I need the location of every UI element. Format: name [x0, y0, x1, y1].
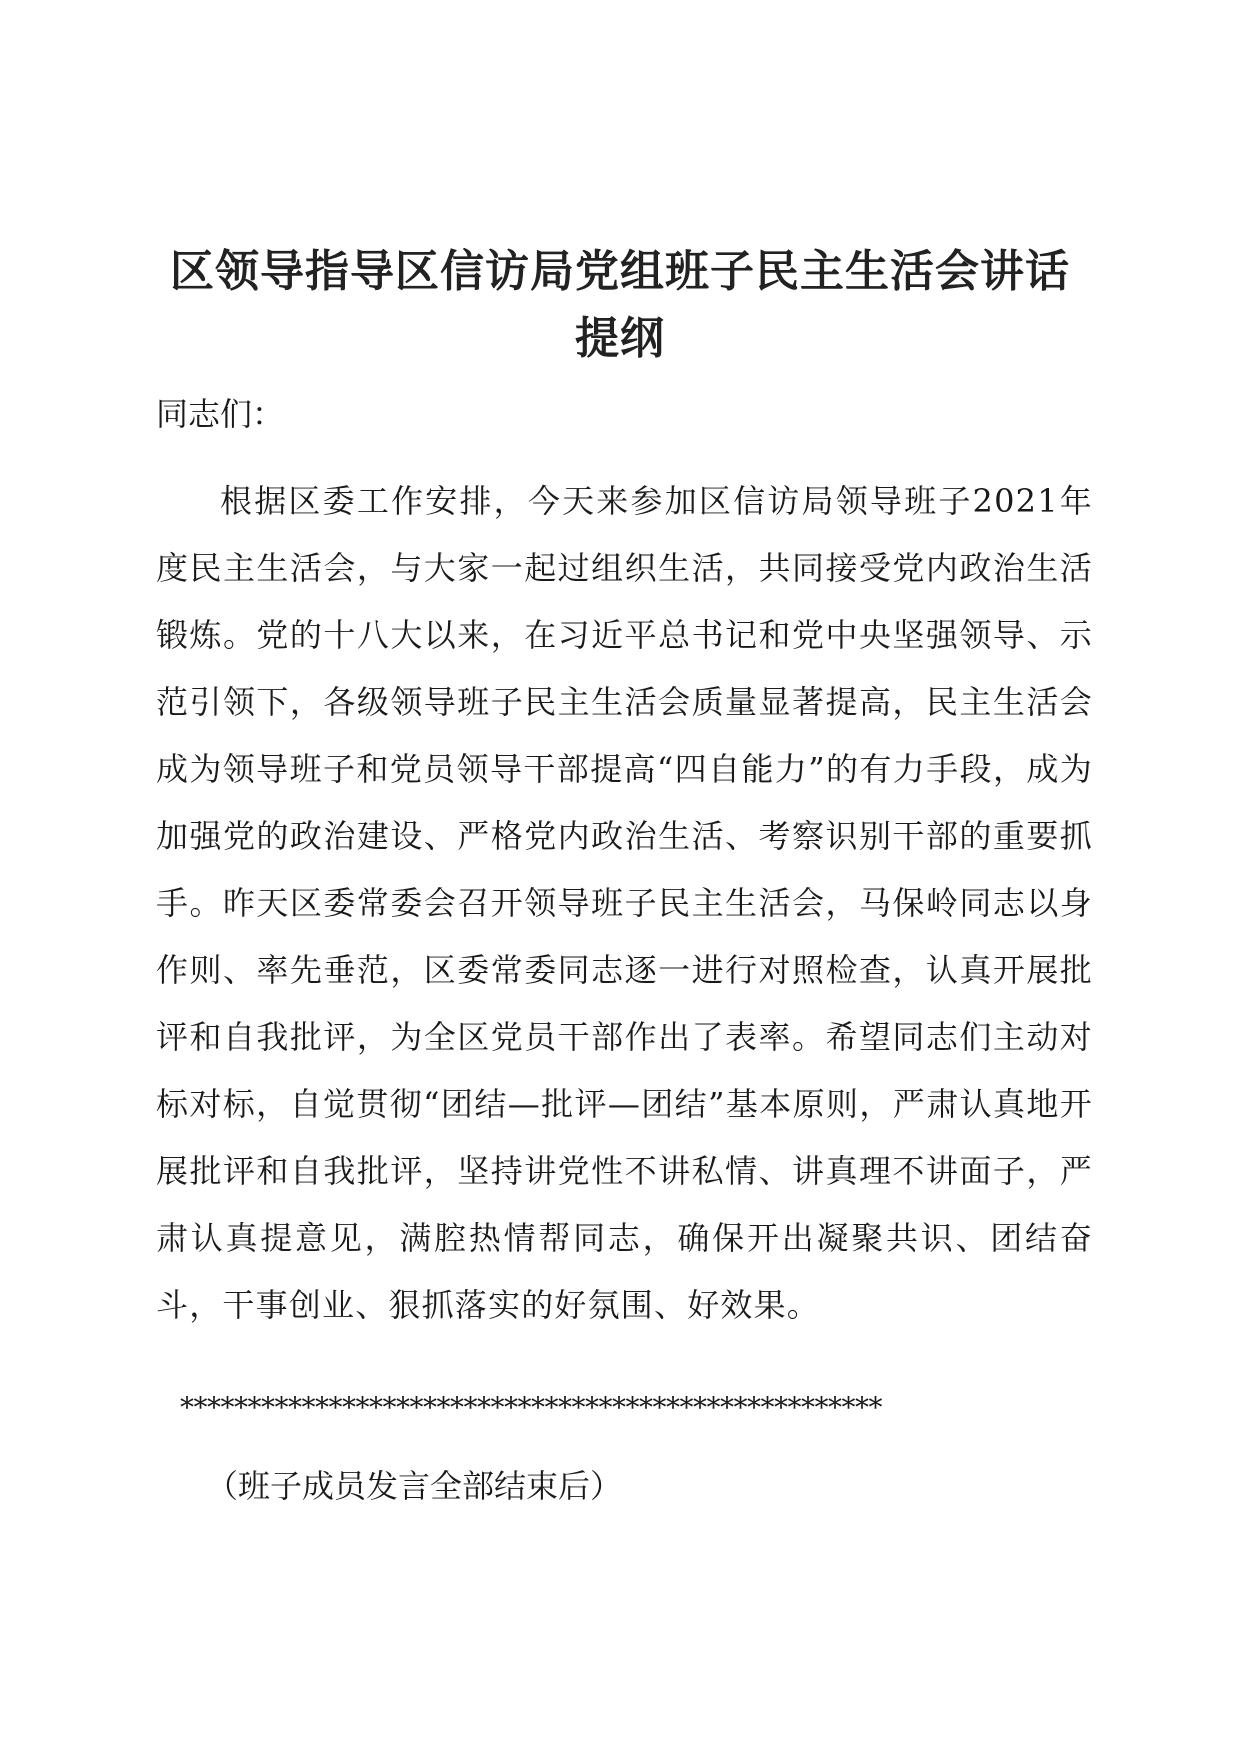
body-paragraph: 根据区委工作安排，今天来参加区信访局领导班子2021年度民主生活会，与大家一起过组织生活，共同接受党内政治生活锻炼。党的十八大以来，在习近平总书记和党中央坚强领导、示范引领下，各级领导班子民主生活会质量显著提高，民主生活会成为领导班子和党员领导干部提高“四自能力”的有力手段，成为加强党的政治建设、严格党内政治生活、考察识别干部的重要抓手。昨天区委常委会召开领导班子民主生活会，马保岭同志以身作则、率先垂范，区委常委同志逐一进行对照检查，认真开展批评和自我批评，为全区党员干部作出了表率。希望同志们主动对标对标，自觉贯彻“团结—批评—团结”基本原则，严肃认真地开展批评和自我批评，坚持讲党性不讲私情、讲真理不讲面子，严肃认真提意见，满腔热情帮同志，确保开出凝聚共识、团结奋斗，干事创业、狠抓落实的好氛围、好效果。	[156, 482, 1093, 1324]
section-separator: ****************************************************	[180, 1391, 882, 1424]
salutation: 同志们：	[156, 395, 285, 433]
stage-note: （班子成员发言全部结束后）	[206, 1467, 623, 1505]
document-title: 区领导指导区信访局党组班子民主生活会讲话提纲	[170, 246, 1070, 364]
